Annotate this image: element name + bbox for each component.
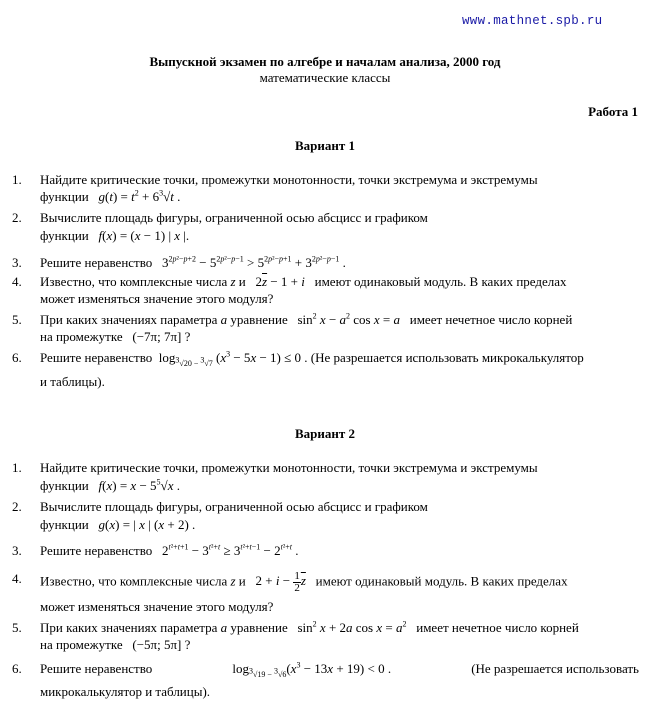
problem-text-line: При каких значениях параметра xyxy=(40,620,218,635)
formula: a xyxy=(220,312,231,327)
formula: $g(t) = t^2 + 6^3√t$ . xyxy=(98,188,181,204)
problem-text xyxy=(40,350,584,366)
work-label: Работа 1 xyxy=(588,104,638,119)
problem-text-line: функции xyxy=(40,228,89,243)
problem-number: 3. xyxy=(12,543,22,558)
formula: $3^{2p^2-p+2} - 5^{2p^2-p-1} > 5^{2p^2-p+1} + 3^{2p^2-p-1}$ . xyxy=(155,254,346,270)
problem-text-line: на промежутке xyxy=(40,329,123,344)
problem-text xyxy=(40,517,195,533)
problem-text xyxy=(40,599,273,615)
formula: $\sin^2 x + 2a$ $\cos x = a^2$ xyxy=(290,619,407,635)
formula: (−5π; 5π] ? xyxy=(125,637,191,652)
problem-text xyxy=(40,210,639,226)
problem-text-line: (Не разрешается использовать xyxy=(471,661,639,676)
problem-text xyxy=(40,499,639,515)
problem-number: 6. xyxy=(12,350,22,365)
formula: z xyxy=(230,573,239,589)
problem-number: 3. xyxy=(12,255,22,270)
problem-text-line: Вычислите площадь фигуры, ограниченной осью абсцисс и графиком xyxy=(40,210,428,225)
problem-text-line: функции xyxy=(40,517,89,532)
problem-text-line: При каких значениях параметра xyxy=(40,312,218,327)
site-url[interactable]: www.mathnet.spb.ru xyxy=(462,14,603,28)
formula: a xyxy=(220,620,231,635)
problem-text-line: имеют одинаковый модуль. В каких пределах xyxy=(315,573,568,589)
problem-text xyxy=(40,312,572,328)
problem-text-line: и xyxy=(238,274,246,289)
problem-text-line: функции xyxy=(40,189,89,204)
formula: g(x) = | x | (x + 2) . xyxy=(98,517,196,532)
problem-text xyxy=(40,172,639,188)
problem-number: 5. xyxy=(12,620,22,635)
problem-number: 5. xyxy=(12,312,22,327)
problem-text-line: на промежутке xyxy=(40,637,123,652)
formula: (−7π; 7π] ? xyxy=(125,329,191,344)
formula: $2^{t^2+t+1} - 3^{t^2+t} \ge 3^{t^2+t-1} - 2^{t^2+t}$ . xyxy=(155,542,299,558)
problem-number: 1. xyxy=(12,460,22,475)
problem-number: 4. xyxy=(12,571,22,586)
formula: 2 + i − $\frac{1}{2}$ $\overline{z}$ xyxy=(249,570,306,594)
problem-number: 2. xyxy=(12,210,22,225)
problem-text xyxy=(40,228,189,244)
problem-text-line: уравнение xyxy=(230,312,288,327)
problem-text-line: Решите неравенство xyxy=(40,661,153,676)
problem-text-line: Решите неравенство xyxy=(40,255,153,270)
problem-text xyxy=(40,374,105,390)
problem-text-line: Решите неравенство xyxy=(40,350,153,365)
formula: $\log_{^3√20 - ^3√7} (x^3 - 5x - 1) \le 0$ xyxy=(155,349,302,368)
problem-text-line: Найдите критические точки, промежутки монотонности, точки экстремума и экстремумы xyxy=(40,460,538,475)
problem-text xyxy=(40,329,190,345)
variant-1-heading: Вариант 1 xyxy=(294,138,356,153)
formula: $\log_{^3√19 - ^3√6}(x^3 - 13x + 19) < 0$ . xyxy=(232,660,392,679)
problem-text xyxy=(40,274,567,290)
formula: $2\overline{z} - 1 + i$ xyxy=(249,274,305,289)
formula: z xyxy=(230,274,239,289)
problem-number: 1. xyxy=(12,172,22,187)
problem-number: 6. xyxy=(12,661,22,676)
problem-number: 2. xyxy=(12,499,22,514)
problem-text xyxy=(40,661,639,677)
exam-title: Выпускной экзамен по алгебре и началам анализа, 2000 год xyxy=(149,54,501,69)
problem-text xyxy=(40,637,190,653)
problem-text-line: Вычислите площадь фигуры, ограниченной осью абсцисс и графиком xyxy=(40,499,428,514)
problem-text xyxy=(40,291,273,307)
problem-text xyxy=(40,255,346,271)
problem-text xyxy=(40,478,180,494)
formula: $\sin^2 x - a^2$ cos x = a xyxy=(290,311,400,327)
problem-text-line: . (Не разрешается использовать микрокалькулятор xyxy=(304,350,584,365)
problem-text xyxy=(40,543,298,559)
problem-text-line: микрокалькулятор и таблицы). xyxy=(40,684,211,699)
problem-text-line: Найдите критические точки, промежутки монотонности, точки экстремума и экстремумы xyxy=(40,172,538,187)
problem-text xyxy=(40,460,639,476)
problem-text-line: и таблицы). xyxy=(40,374,105,389)
problem-text xyxy=(40,189,180,205)
problem-text-line: Известно, что комплексные числа xyxy=(40,274,228,289)
formula: f(x) = (x − 1) | x |. xyxy=(98,228,190,243)
problem-text-line: Известно, что комплексные числа xyxy=(40,573,228,589)
exam-subtitle: математические классы xyxy=(259,70,391,85)
problem-text-line: имеют одинаковый модуль. В каких пределах xyxy=(314,274,567,289)
problem-text xyxy=(40,620,579,636)
problem-text-line: может изменяться значение этого модуля? xyxy=(40,291,274,306)
problem-text-line: уравнение xyxy=(230,620,288,635)
problem-text xyxy=(40,571,568,594)
problem-text-line: и xyxy=(238,573,246,589)
problem-number: 4. xyxy=(12,274,22,289)
formula: $f(x) = x - 5^5√x$ . xyxy=(98,477,180,493)
problem-text xyxy=(40,684,210,700)
problem-text-line: может изменяться значение этого модуля? xyxy=(40,599,274,614)
variant-2-heading: Вариант 2 xyxy=(294,426,356,441)
problem-text-line: Решите неравенство xyxy=(40,543,153,558)
problem-text-line: функции xyxy=(40,478,89,493)
problem-text-line: имеет нечетное число корней xyxy=(409,312,573,327)
problem-text-line: имеет нечетное число корней xyxy=(416,620,579,635)
